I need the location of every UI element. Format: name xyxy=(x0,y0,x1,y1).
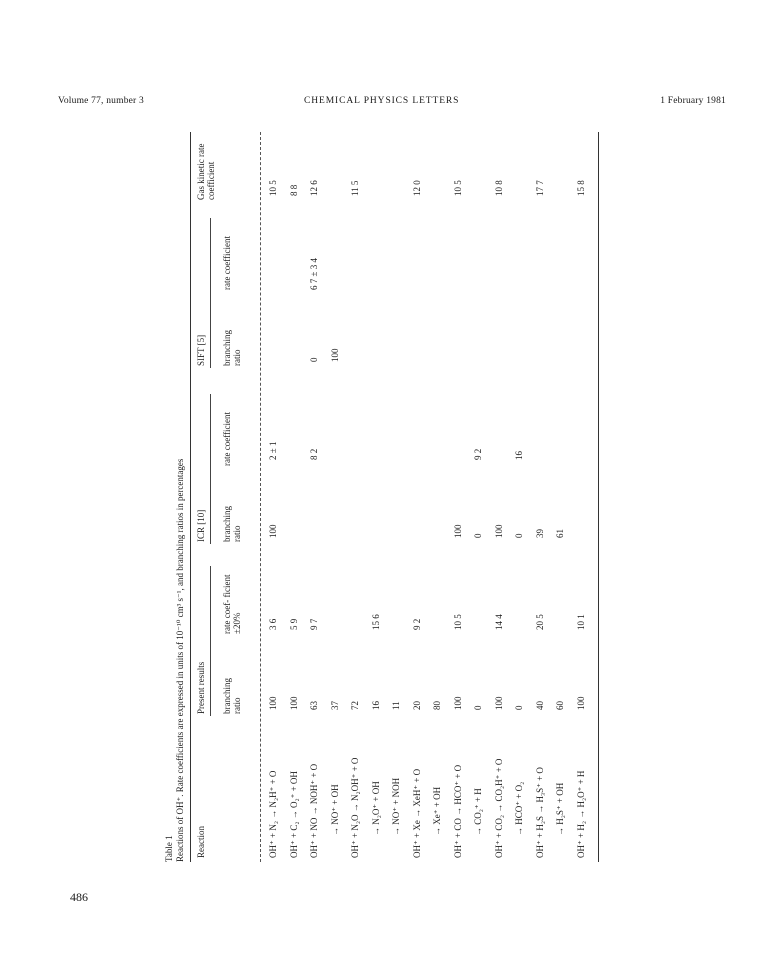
subheader-icr-rate: rate coefficient xyxy=(222,411,232,466)
cell-icr-rate: 16 xyxy=(514,451,524,460)
cell-present-rate: 10 5 xyxy=(452,614,463,630)
issue-date: 1 February 1981 xyxy=(660,96,726,106)
cell-gas-kinetic: 17 7 xyxy=(534,180,545,196)
subheader-present-rate: rate coef- ficient ±20% xyxy=(222,574,243,634)
cell-reaction: → CO₂⁺ + H xyxy=(473,788,483,836)
page-number: 486 xyxy=(70,890,88,904)
cell-gas-kinetic: 11 5 xyxy=(350,180,360,196)
cell-gas-kinetic: 8 8 xyxy=(288,184,299,196)
cell-sift-branching: 100 xyxy=(329,348,340,362)
subheader-present-branching: branching ratio xyxy=(222,678,243,714)
cell-reaction: OH⁺ + N₂O → N₂OH⁺ + O xyxy=(350,757,360,858)
cell-gas-kinetic: 10 5 xyxy=(268,180,278,196)
col-header-reaction: Reaction xyxy=(196,826,206,858)
cell-present-branching: 16 xyxy=(370,701,381,710)
cell-reaction: OH⁺ + C₂ → O₂⁺ + OH xyxy=(288,771,299,858)
cell-gas-kinetic: 15 8 xyxy=(575,180,586,196)
table-label: Table 1 xyxy=(164,835,174,862)
subheader-sift-branching: branching ratio xyxy=(222,330,243,366)
present-results-rule xyxy=(210,566,211,716)
cell-icr-branching: 61 xyxy=(555,529,565,538)
cell-icr-branching: 100 xyxy=(268,524,278,538)
cell-icr-branching: 0 xyxy=(473,533,483,538)
cell-reaction: → NO⁺ + OH xyxy=(329,784,340,836)
col-header-gas-kinetic: Gas kinetic rate coefficient xyxy=(196,143,217,200)
cell-present-branching: 40 xyxy=(534,701,545,710)
running-header xyxy=(58,96,726,110)
cell-present-branching: 37 xyxy=(329,701,340,710)
col-header-present-results: Present results xyxy=(196,661,206,714)
cell-gas-kinetic: 12 6 xyxy=(309,180,319,196)
cell-present-branching: 100 xyxy=(268,696,278,710)
cell-reaction: → Xe⁺ + OH xyxy=(432,786,442,836)
cell-icr-branching: 100 xyxy=(452,524,463,538)
volume-label: Volume 77, number 3 xyxy=(58,96,144,106)
cell-present-rate: 10 1 xyxy=(575,614,586,630)
cell-present-rate: 3 6 xyxy=(268,618,278,630)
cell-present-branching: 100 xyxy=(493,696,504,710)
cell-reaction: OH⁺ + H₂S → H₃S⁺ + O xyxy=(534,767,545,858)
cell-icr-rate: 8 2 xyxy=(309,448,319,460)
cell-sift-rate: 6 7 ± 3 4 xyxy=(309,258,319,290)
cell-gas-kinetic: 10 5 xyxy=(452,180,463,196)
col-header-icr: ICR [10] xyxy=(196,509,206,542)
cell-present-rate: 15 6 xyxy=(370,614,381,630)
bottom-rule xyxy=(598,132,599,862)
cell-icr-branching: 39 xyxy=(534,529,545,538)
table-caption-text: Reactions of OH⁺. Rate coefficients are expressed in units of 10⁻¹⁰ cm³ s⁻¹, and branching ratios in percentages xyxy=(175,458,185,862)
table-row xyxy=(576,132,604,862)
cell-present-branching: 60 xyxy=(555,701,565,710)
col-header-sift: SIFT [5] xyxy=(196,334,206,366)
cell-reaction: OH⁺ + N₂ → N₂H⁺ + O xyxy=(268,770,278,858)
cell-present-rate: 9 7 xyxy=(309,618,319,630)
cell-present-rate: 9 2 xyxy=(411,618,422,630)
cell-icr-branching: 0 xyxy=(514,533,524,538)
cell-reaction: → N₂O⁺ + OH xyxy=(370,781,381,836)
journal-title: CHEMICAL PHYSICS LETTERS xyxy=(304,96,460,106)
cell-sift-branching: 0 xyxy=(309,357,319,362)
cell-reaction: OH⁺ + Xe → XeH⁺ + O xyxy=(411,768,422,858)
cell-reaction: → HCO⁺ + O₂ xyxy=(514,781,524,836)
cell-icr-rate: 2 ± 1 xyxy=(268,441,278,460)
cell-present-rate: 5 9 xyxy=(288,618,299,630)
subheader-icr-branching: branching ratio xyxy=(222,506,243,542)
cell-reaction: → H₂S⁺ + OH xyxy=(555,782,565,836)
cell-reaction: → NO⁺ + NOH xyxy=(391,777,401,836)
icr-rule xyxy=(210,394,211,544)
cell-reaction: OH⁺ + H₂ → H₂O⁺ + H xyxy=(575,770,586,858)
cell-present-branching: 100 xyxy=(288,696,299,710)
cell-present-branching: 0 xyxy=(514,705,524,710)
cell-present-branching: 0 xyxy=(473,705,483,710)
cell-gas-kinetic: 12 0 xyxy=(411,180,422,196)
header-rule xyxy=(260,132,261,862)
cell-reaction: OH⁺ + NO → NOH⁺ + O xyxy=(309,763,319,858)
cell-icr-branching: 100 xyxy=(493,524,504,538)
cell-present-branching: 20 xyxy=(411,701,422,710)
sift-rule xyxy=(210,218,211,368)
cell-present-branching: 100 xyxy=(575,696,586,710)
cell-present-branching: 100 xyxy=(452,696,463,710)
top-rule xyxy=(190,132,191,862)
cell-reaction: OH⁺ + CO₂ → CO₂H⁺ + O xyxy=(493,758,504,858)
rotated-table xyxy=(164,132,610,862)
cell-present-branching: 72 xyxy=(350,701,360,710)
cell-reaction: OH⁺ + CO → HCO⁺ + O xyxy=(452,764,463,858)
subheader-sift-rate: rate coefficient xyxy=(222,235,232,290)
cell-present-branching: 80 xyxy=(432,701,442,710)
table-caption xyxy=(164,132,186,862)
cell-present-branching: 11 xyxy=(391,701,401,710)
cell-icr-rate: 9 2 xyxy=(473,448,483,460)
cell-present-rate: 20 5 xyxy=(534,614,545,630)
cell-present-branching: 63 xyxy=(309,701,319,710)
cell-gas-kinetic: 10 8 xyxy=(493,180,504,196)
cell-present-rate: 14 4 xyxy=(493,614,504,630)
